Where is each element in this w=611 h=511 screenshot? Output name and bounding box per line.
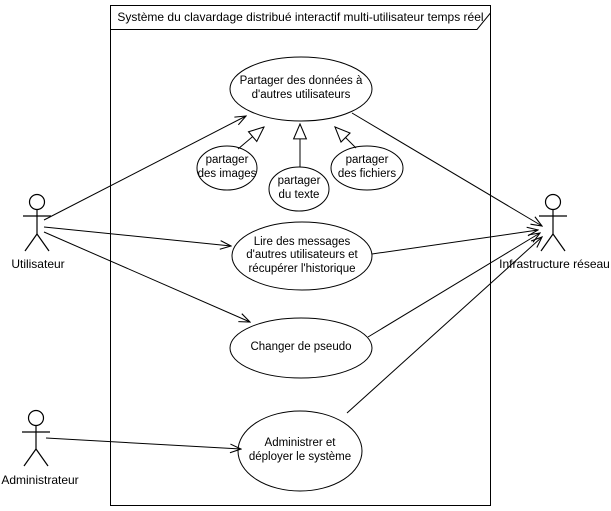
usecase-administrer-label: Administrer et déployer le système bbox=[248, 437, 352, 463]
assoc-utilisateur-pseudo bbox=[44, 232, 250, 322]
actor-administrateur bbox=[22, 411, 50, 467]
assoc-utilisateur-lire bbox=[44, 227, 231, 246]
actor-administrateur-label: Administrateur bbox=[1, 472, 79, 487]
assoc-administrateur-administrer bbox=[46, 438, 241, 449]
usecase-partager-texte-label: partager du texte bbox=[277, 175, 321, 201]
actor-infrastructure bbox=[539, 195, 567, 252]
usecase-lire-messages bbox=[232, 222, 372, 290]
gen-images-partager bbox=[238, 127, 264, 149]
usecase-partager-images bbox=[197, 146, 257, 190]
actor-utilisateur-label: Utilisateur bbox=[11, 256, 65, 271]
actor-infrastructure-label: Infrastructure réseau bbox=[499, 256, 610, 271]
assoc-pseudo-infrastructure bbox=[368, 233, 540, 337]
usecase-partager-texte bbox=[269, 167, 329, 211]
usecase-partager-donnees-label: Partager des données à d'autres utilisateurs bbox=[239, 75, 363, 101]
system-title: Système du clavardage distribué interactif multi-utilisateur temps réel bbox=[117, 9, 484, 24]
usecase-lire-messages-label: Lire des messages d'autres utilisateurs et récupérer l'historique bbox=[246, 235, 358, 275]
system-title-banner bbox=[111, 6, 491, 30]
usecase-partager-donnees bbox=[230, 57, 372, 121]
usecase-changer-pseudo-label: Changer de pseudo bbox=[250, 341, 352, 354]
assoc-administrer-infrastructure bbox=[347, 237, 542, 413]
usecase-changer-pseudo bbox=[230, 318, 372, 378]
usecase-partager-fichiers-label: partager des fichiers bbox=[337, 154, 397, 180]
usecase-partager-images-label: partager des images bbox=[197, 154, 257, 180]
assoc-lire-infrastructure bbox=[372, 230, 538, 254]
usecase-administrer bbox=[238, 411, 362, 491]
actor-utilisateur bbox=[23, 195, 51, 252]
usecase-partager-fichiers bbox=[331, 146, 403, 190]
gen-fichiers-partager bbox=[335, 127, 356, 148]
